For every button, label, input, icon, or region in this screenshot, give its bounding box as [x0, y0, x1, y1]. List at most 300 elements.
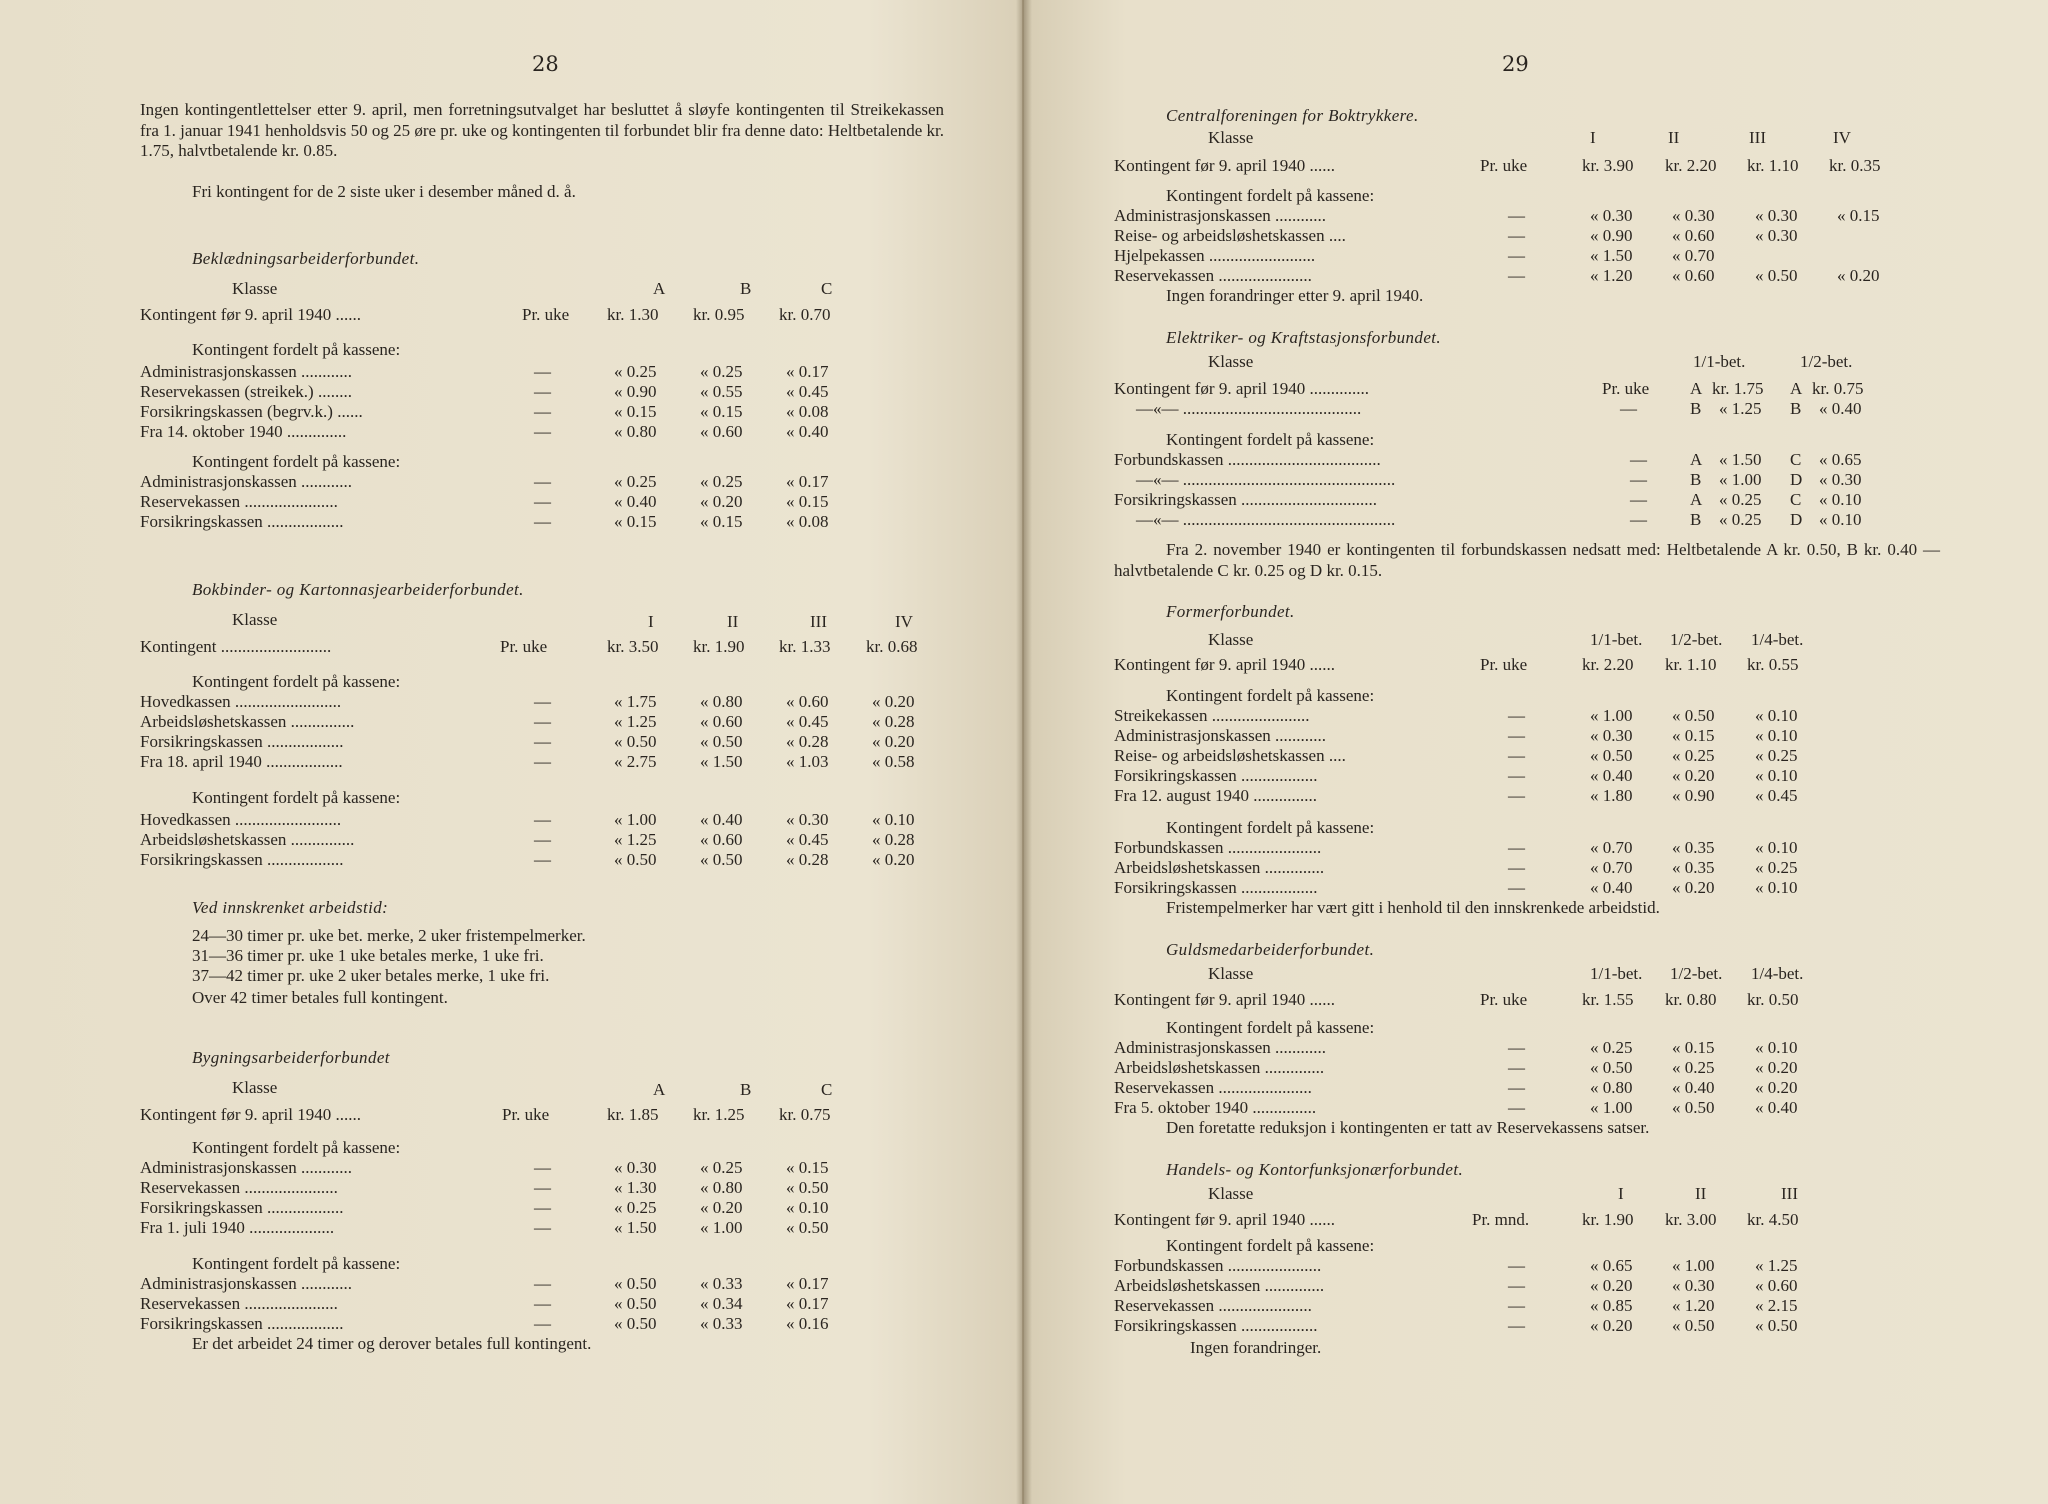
- cell: « 0.20: [872, 732, 915, 751]
- row-label: Administrasjonskassen ............: [1114, 1038, 1327, 1057]
- row-dash: —: [534, 402, 551, 421]
- row-dash: —: [534, 422, 551, 441]
- row-dash: —: [534, 692, 551, 711]
- cell: « 0.20: [1672, 878, 1715, 897]
- cell: « 0.25: [1755, 858, 1798, 877]
- cell: « 1.30: [614, 1178, 657, 1197]
- row-label: Administrasjonskassen ............: [140, 1274, 353, 1293]
- note-line: 31—36 timer pr. uke 1 uke betales merke, 1 uke fri.: [192, 946, 544, 965]
- cell: « 0.25: [1672, 1058, 1715, 1077]
- row-dash: —: [1508, 1256, 1525, 1275]
- cell: kr. 1.75: [1712, 379, 1764, 398]
- cell: « 0.20: [700, 492, 743, 511]
- group-heading: Kontingent fordelt på kassene:: [1166, 818, 1375, 837]
- klasse-label: Klasse: [1208, 630, 1254, 649]
- cell: « 1.75: [614, 692, 657, 711]
- cell: « 0.20: [1755, 1058, 1798, 1077]
- right-page: [1024, 0, 2048, 1504]
- row-dash: —: [1508, 766, 1525, 785]
- cell: « 1.25: [614, 830, 657, 849]
- cell: « 0.10: [1755, 878, 1798, 897]
- row-unit: Pr. uke: [1480, 156, 1528, 175]
- row-unit: Pr. uke: [500, 637, 548, 656]
- cell: kr. 3.00: [1665, 1210, 1717, 1229]
- row-dash: —: [1508, 266, 1525, 285]
- book-gutter: [1016, 0, 1032, 1504]
- cell: « 0.10: [1755, 1038, 1798, 1057]
- cell: « 0.25: [614, 1198, 657, 1217]
- cell: kr. 4.50: [1747, 1210, 1799, 1229]
- column-header: I: [1618, 1184, 1624, 1203]
- cell: « 1.50: [614, 1218, 657, 1237]
- intro-note: Fri kontingent for de 2 siste uker i desember måned d. å.: [192, 182, 576, 201]
- group-heading: Kontingent fordelt på kassene:: [192, 672, 401, 691]
- column-header: 1/1-bet.: [1693, 352, 1746, 371]
- row-label: Fra 12. august 1940 ...............: [1114, 786, 1318, 805]
- cell: « 0.60: [700, 712, 743, 731]
- row-label: Reise- og arbeidsløshetskassen ....: [1114, 226, 1346, 245]
- cell: « 0.10: [1755, 726, 1798, 745]
- group-heading: Kontingent fordelt på kassene:: [1166, 686, 1375, 705]
- cell: « 0.25: [1672, 746, 1715, 765]
- row-unit: Pr. uke: [1480, 655, 1528, 674]
- row-dash: —: [534, 492, 551, 511]
- group-heading: Kontingent fordelt på kassene:: [192, 1254, 401, 1273]
- row-label: Reservekassen ......................: [140, 492, 338, 511]
- row-label: Kontingent før 9. april 1940 ......: [1114, 655, 1335, 674]
- cell: « 0.40: [1590, 766, 1633, 785]
- row-label: Kontingent før 9. april 1940 ......: [1114, 990, 1335, 1009]
- section-footer: Fristempelmerker har vært gitt i henhold til den innskrenkede arbeidstid.: [1166, 898, 1660, 917]
- row-label: Forsikringskassen ..................: [140, 1198, 344, 1217]
- cell: kr. 1.85: [607, 1105, 659, 1124]
- row-label: —«— ..................................................: [1136, 510, 1396, 529]
- klasse-label: Klasse: [1208, 1184, 1254, 1203]
- class-code: A: [1690, 379, 1703, 398]
- cell: « 0.85: [1590, 1296, 1633, 1315]
- section-title: Handels- og Kontorfunksjonærforbundet.: [1166, 1160, 1464, 1179]
- row-dash: —: [534, 810, 551, 829]
- cell: « 0.28: [872, 712, 915, 731]
- cell: « 0.50: [614, 732, 657, 751]
- row-label: —«— ..........................................: [1136, 399, 1362, 418]
- cell: « 0.20: [700, 1198, 743, 1217]
- row-dash: —: [534, 1158, 551, 1177]
- row-label: Reservekassen ......................: [140, 1178, 338, 1197]
- cell: kr. 0.70: [779, 305, 831, 324]
- row-label: Forsikringskassen ................................: [1114, 490, 1378, 509]
- cell: « 1.00: [1590, 706, 1633, 725]
- cell: « 0.60: [700, 830, 743, 849]
- row-label: Administrasjonskassen ............: [140, 1158, 353, 1177]
- cell: « 0.10: [786, 1198, 829, 1217]
- row-label: Streikekassen .......................: [1114, 706, 1310, 725]
- row-label: Forsikringskassen ..................: [140, 732, 344, 751]
- class-code: B: [1690, 399, 1702, 418]
- row-dash: —: [534, 1218, 551, 1237]
- row-dash: —: [1508, 726, 1525, 745]
- class-code: C: [1790, 450, 1802, 469]
- cell: kr. 1.55: [1582, 990, 1634, 1009]
- cell: kr. 0.50: [1747, 990, 1799, 1009]
- cell: « 0.60: [700, 422, 743, 441]
- class-code: D: [1790, 470, 1803, 489]
- cell: « 0.28: [786, 732, 829, 751]
- row-label: Forbundskassen ....................................: [1114, 450, 1381, 469]
- group-heading: Kontingent fordelt på kassene:: [192, 452, 401, 471]
- cell: « 0.15: [700, 512, 743, 531]
- row-label: Arbeidsløshetskassen ..............: [1114, 858, 1325, 877]
- cell: kr. 1.25: [693, 1105, 745, 1124]
- column-header: 1/1-bet.: [1590, 964, 1643, 983]
- cell: « 2.75: [614, 752, 657, 771]
- row-dash: —: [534, 712, 551, 731]
- cell: « 0.25: [1590, 1038, 1633, 1057]
- cell: « 0.50: [614, 1274, 657, 1293]
- cell: « 0.15: [1672, 726, 1715, 745]
- row-unit: Pr. uke: [1602, 379, 1650, 398]
- row-dash: —: [534, 1198, 551, 1217]
- cell: « 0.50: [614, 1314, 657, 1333]
- row-label: Forsikringskassen (begrv.k.) ......: [140, 402, 363, 421]
- row-dash: —: [1630, 490, 1647, 509]
- cell: « 0.25: [614, 362, 657, 381]
- class-code: A: [1790, 379, 1803, 398]
- section-footer: Ingen forandringer.: [1190, 1338, 1322, 1357]
- cell: « 0.50: [1672, 1316, 1715, 1335]
- row-unit: Pr. uke: [522, 305, 570, 324]
- section-title: Guldsmedarbeiderforbundet.: [1166, 940, 1375, 959]
- row-dash: —: [1508, 1296, 1525, 1315]
- cell: « 0.50: [1755, 266, 1798, 285]
- row-dash: —: [534, 1294, 551, 1313]
- klasse-label: Klasse: [1208, 128, 1254, 147]
- cell: « 0.33: [700, 1314, 743, 1333]
- cell: kr. 0.95: [693, 305, 745, 324]
- row-label: Forsikringskassen ..................: [1114, 766, 1318, 785]
- cell: « 0.25: [700, 472, 743, 491]
- cell: « 0.15: [786, 492, 829, 511]
- row-dash: —: [1508, 1038, 1525, 1057]
- row-dash: —: [534, 382, 551, 401]
- row-dash: —: [1508, 878, 1525, 897]
- group-heading: Kontingent fordelt på kassene:: [1166, 186, 1375, 205]
- row-label: Hjelpekassen .........................: [1114, 246, 1316, 265]
- cell: « 0.17: [786, 1274, 829, 1293]
- cell: « 0.45: [786, 382, 829, 401]
- note-line: 37—42 timer pr. uke 2 uker betales merke, 1 uke fri.: [192, 966, 550, 985]
- cell: « 0.28: [872, 830, 915, 849]
- row-label: Kontingent ..........................: [140, 637, 332, 656]
- klasse-label: Klasse: [232, 1078, 278, 1097]
- intro-paragraph: Ingen kontingentlettelser etter 9. april, men forretningsutvalget har besluttet å sløyfe kontingenten til Streikekassen fra 1. januar 1941 henholdsvis 50 og 25 øre pr. uke og kontingenten til forbundet blir fra denne dato: Heltbetalende kr. 1.75, halvtbetalende kr. 0.85.: [140, 100, 944, 160]
- cell: « 1.20: [1672, 1296, 1715, 1315]
- section-footer: Er det arbeidet 24 timer og derover betales full kontingent.: [192, 1334, 592, 1353]
- cell: kr. 1.90: [693, 637, 745, 656]
- cell: « 0.25: [700, 362, 743, 381]
- class-code: B: [1690, 470, 1702, 489]
- page-number: 28: [532, 52, 559, 76]
- cell: « 0.20: [1590, 1276, 1633, 1295]
- cell: « 0.50: [786, 1218, 829, 1237]
- section-footer: Ingen forandringer etter 9. april 1940.: [1166, 286, 1424, 305]
- cell: « 0.70: [1672, 246, 1715, 265]
- column-header: III: [1781, 1184, 1798, 1203]
- cell: « 0.20: [872, 850, 915, 869]
- row-label: Administrasjonskassen ............: [140, 362, 353, 381]
- class-code: A: [1690, 490, 1703, 509]
- cell: « 1.00: [1672, 1256, 1715, 1275]
- column-header: 1/4-bet.: [1751, 964, 1804, 983]
- column-header: I: [1590, 128, 1596, 147]
- cell: « 1.00: [700, 1218, 743, 1237]
- row-label: Arbeidsløshetskassen ..............: [1114, 1058, 1325, 1077]
- row-dash: —: [534, 830, 551, 849]
- cell: « 0.33: [700, 1274, 743, 1293]
- cell: « 1.00: [1590, 1098, 1633, 1117]
- row-label: Kontingent før 9. april 1940 ..............: [1114, 379, 1369, 398]
- cell: kr. 2.20: [1582, 655, 1634, 674]
- row-dash: —: [534, 1314, 551, 1333]
- cell: « 0.30: [1590, 206, 1633, 225]
- cell: « 0.08: [786, 402, 829, 421]
- cell: kr. 0.75: [1812, 379, 1864, 398]
- row-dash: —: [1630, 510, 1647, 529]
- cell: kr. 1.33: [779, 637, 831, 656]
- row-label: Reservekassen (streikek.) ........: [140, 382, 352, 401]
- row-label: Administrasjonskassen ............: [1114, 726, 1327, 745]
- cell: « 0.50: [1755, 1316, 1798, 1335]
- row-dash: —: [1508, 838, 1525, 857]
- cell: « 1.25: [1755, 1256, 1798, 1275]
- row-label: Administrasjonskassen ............: [140, 472, 353, 491]
- cell: « 0.30: [1755, 206, 1798, 225]
- left-page: [0, 0, 1022, 1504]
- column-header: 1/1-bet.: [1590, 630, 1643, 649]
- row-label: Reservekassen ......................: [1114, 266, 1312, 285]
- cell: « 0.15: [1672, 1038, 1715, 1057]
- row-label: Fra 1. juli 1940 ....................: [140, 1218, 335, 1237]
- row-label: Reservekassen ......................: [1114, 1296, 1312, 1315]
- row-label: Forbundskassen ......................: [1114, 838, 1322, 857]
- row-label: —«— ..................................................: [1136, 470, 1396, 489]
- section-title: Formerforbundet.: [1166, 602, 1295, 621]
- row-dash: —: [534, 362, 551, 381]
- cell: « 0.40: [1590, 878, 1633, 897]
- cell: « 0.50: [700, 850, 743, 869]
- row-unit: Pr. mnd.: [1472, 1210, 1530, 1229]
- row-dash: —: [1630, 450, 1647, 469]
- cell: « 0.50: [614, 1294, 657, 1313]
- row-unit: Pr. uke: [502, 1105, 550, 1124]
- cell: « 0.08: [786, 512, 829, 531]
- row-dash: —: [1508, 786, 1525, 805]
- cell: « 0.15: [700, 402, 743, 421]
- cell: « 0.40: [614, 492, 657, 511]
- cell: « 0.20: [1837, 266, 1880, 285]
- cell: « 0.10: [1755, 766, 1798, 785]
- row-label: Forsikringskassen ..................: [1114, 1316, 1318, 1335]
- cell: « 0.35: [1672, 838, 1715, 857]
- cell: « 0.40: [1819, 399, 1862, 418]
- cell: « 0.20: [1755, 1078, 1798, 1097]
- group-heading: Kontingent fordelt på kassene:: [192, 340, 401, 359]
- cell: « 1.50: [700, 752, 743, 771]
- row-label: Arbeidsløshetskassen ...............: [140, 830, 355, 849]
- cell: « 0.30: [1755, 226, 1798, 245]
- row-label: Forsikringskassen ..................: [1114, 878, 1318, 897]
- cell: « 0.60: [1672, 226, 1715, 245]
- row-dash: —: [1508, 1058, 1525, 1077]
- cell: « 0.30: [1819, 470, 1862, 489]
- cell: « 0.90: [614, 382, 657, 401]
- column-header: III: [1749, 128, 1766, 147]
- row-label: Fra 14. oktober 1940 ..............: [140, 422, 347, 441]
- klasse-label: Klasse: [1208, 964, 1254, 983]
- row-dash: —: [1508, 1098, 1525, 1117]
- row-dash: —: [1508, 746, 1525, 765]
- cell: « 0.45: [1755, 786, 1798, 805]
- group-heading: Kontingent fordelt på kassene:: [1166, 1236, 1375, 1255]
- column-header: B: [740, 279, 752, 298]
- row-label: Administrasjonskassen ............: [1114, 206, 1327, 225]
- column-header: 1/2-bet.: [1670, 630, 1723, 649]
- section-footer: Den foretatte reduksjon i kontingenten er tatt av Reservekassens satser.: [1166, 1118, 1650, 1137]
- cell: « 0.30: [786, 810, 829, 829]
- cell: « 0.80: [1590, 1078, 1633, 1097]
- column-header: I: [648, 612, 654, 631]
- cell: kr. 0.55: [1747, 655, 1799, 674]
- group-heading: Kontingent fordelt på kassene:: [1166, 1018, 1375, 1037]
- row-dash: —: [1508, 706, 1525, 725]
- cell: kr. 1.10: [1747, 156, 1799, 175]
- row-label: Kontingent før 9. april 1940 ......: [140, 1105, 361, 1124]
- row-dash: —: [534, 1178, 551, 1197]
- cell: kr. 0.80: [1665, 990, 1717, 1009]
- column-header: A: [653, 279, 666, 298]
- column-header: C: [821, 1080, 833, 1099]
- cell: « 0.60: [1755, 1276, 1798, 1295]
- cell: « 0.20: [1590, 1316, 1633, 1335]
- cell: « 0.50: [1590, 746, 1633, 765]
- cell: « 1.50: [1590, 246, 1633, 265]
- cell: « 0.60: [1672, 266, 1715, 285]
- section-title: Bokbinder- og Kartonnasjearbeiderforbundet.: [192, 580, 524, 599]
- cell: « 0.25: [1755, 746, 1798, 765]
- cell: « 0.70: [1590, 858, 1633, 877]
- row-label: Reservekassen ......................: [140, 1294, 338, 1313]
- cell: « 0.34: [700, 1294, 743, 1313]
- cell: « 0.50: [1590, 1058, 1633, 1077]
- cell: « 0.15: [1837, 206, 1880, 225]
- cell: « 1.25: [614, 712, 657, 731]
- cell: « 0.40: [1672, 1078, 1715, 1097]
- cell: « 0.10: [1819, 510, 1862, 529]
- page-number: 29: [1502, 52, 1529, 76]
- row-label: Forsikringskassen ..................: [140, 1314, 344, 1333]
- cell: « 0.30: [1590, 726, 1633, 745]
- column-header: C: [821, 279, 833, 298]
- column-header: 1/2-bet.: [1670, 964, 1723, 983]
- row-dash: —: [534, 472, 551, 491]
- column-header: IV: [1833, 128, 1851, 147]
- cell: « 0.50: [614, 850, 657, 869]
- cell: « 0.17: [786, 1294, 829, 1313]
- cell: « 0.25: [700, 1158, 743, 1177]
- cell: « 1.25: [1719, 399, 1762, 418]
- cell: « 0.80: [700, 1178, 743, 1197]
- cell: « 0.50: [786, 1178, 829, 1197]
- section-title: Bygningsarbeiderforbundet: [192, 1048, 390, 1067]
- cell: « 0.28: [786, 850, 829, 869]
- row-label: Arbeidsløshetskassen ..............: [1114, 1276, 1325, 1295]
- cell: « 0.70: [1590, 838, 1633, 857]
- column-header: II: [1695, 1184, 1707, 1203]
- class-code: B: [1790, 399, 1802, 418]
- cell: « 0.35: [1672, 858, 1715, 877]
- section-title: Elektriker- og Kraftstasjonsforbundet.: [1166, 328, 1442, 347]
- klasse-label: Klasse: [1208, 352, 1254, 371]
- row-dash: —: [1508, 858, 1525, 877]
- cell: « 0.30: [1672, 1276, 1715, 1295]
- cell: « 0.60: [786, 692, 829, 711]
- row-unit: —: [1620, 399, 1637, 418]
- row-dash: —: [534, 512, 551, 531]
- cell: « 1.00: [1719, 470, 1762, 489]
- cell: « 0.40: [700, 810, 743, 829]
- row-label: Kontingent før 9. april 1940 ......: [1114, 156, 1335, 175]
- cell: « 0.17: [786, 472, 829, 491]
- column-header: III: [810, 612, 827, 631]
- column-header: A: [653, 1080, 666, 1099]
- cell: kr. 1.10: [1665, 655, 1717, 674]
- group-heading: Kontingent fordelt på kassene:: [192, 788, 401, 807]
- section-title: Beklædningsarbeiderforbundet.: [192, 249, 420, 268]
- row-label: Reise- og arbeidsløshetskassen ....: [1114, 746, 1346, 765]
- cell: « 0.50: [700, 732, 743, 751]
- cell: kr. 0.68: [866, 637, 918, 656]
- cell: « 0.80: [614, 422, 657, 441]
- section-footer: Fra 2. november 1940 er kontingenten til forbundskassen nedsatt med: Heltbetalende A kr. 0.50, B kr. 0.40 — halvtbetalende C kr. 0.25 og D kr. 0.15.: [1114, 540, 1940, 580]
- klasse-label: Klasse: [232, 610, 278, 629]
- cell: « 0.17: [786, 362, 829, 381]
- column-header: IV: [895, 612, 913, 631]
- cell: kr. 1.30: [607, 305, 659, 324]
- row-dash: —: [1508, 1078, 1525, 1097]
- cell: « 0.65: [1590, 1256, 1633, 1275]
- cell: « 0.20: [1672, 766, 1715, 785]
- cell: « 1.50: [1719, 450, 1762, 469]
- row-label: Arbeidsløshetskassen ...............: [140, 712, 355, 731]
- cell: « 0.40: [1755, 1098, 1798, 1117]
- note-line: 24—30 timer pr. uke bet. merke, 2 uker fristempelmerker.: [192, 926, 586, 945]
- cell: kr. 1.90: [1582, 1210, 1634, 1229]
- row-dash: —: [534, 1274, 551, 1293]
- note-line: Over 42 timer betales full kontingent.: [192, 988, 448, 1007]
- group-heading: Kontingent fordelt på kassene:: [1166, 430, 1375, 449]
- cell: kr. 3.50: [607, 637, 659, 656]
- cell: kr. 0.75: [779, 1105, 831, 1124]
- row-dash: —: [1508, 1316, 1525, 1335]
- cell: « 0.80: [700, 692, 743, 711]
- cell: « 2.15: [1755, 1296, 1798, 1315]
- cell: « 0.10: [1819, 490, 1862, 509]
- cell: « 0.16: [786, 1314, 829, 1333]
- row-label: Fra 5. oktober 1940 ...............: [1114, 1098, 1317, 1117]
- cell: « 0.50: [1672, 706, 1715, 725]
- section-title: Centralforeningen for Boktrykkere.: [1166, 106, 1419, 125]
- cell: « 0.25: [1719, 490, 1762, 509]
